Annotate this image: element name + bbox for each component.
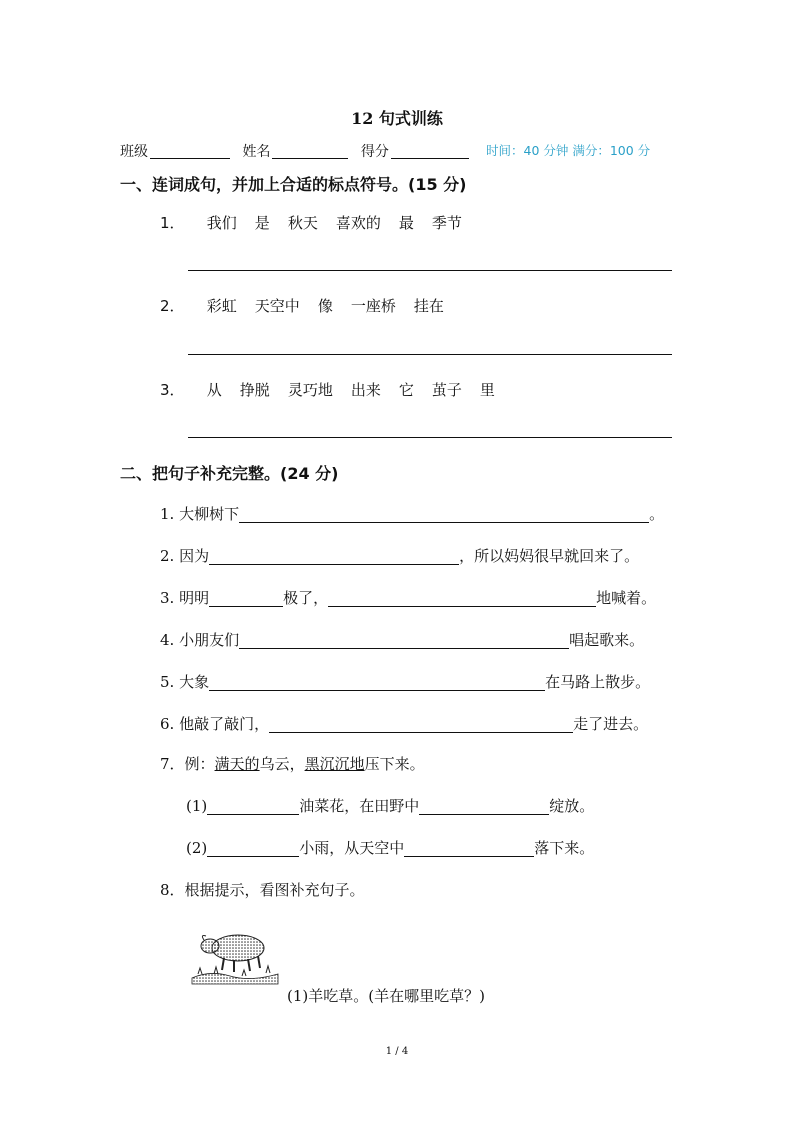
s1-answer-line-2[interactable] xyxy=(188,354,672,355)
section1-heading: 一、连词成句，并加上合适的标点符号。(15 分) xyxy=(120,175,467,194)
class-blank[interactable] xyxy=(150,144,230,159)
answer-blank[interactable] xyxy=(209,548,459,565)
s2-question-6: 6. 他敲了敲门， 走了进去。 xyxy=(160,715,649,733)
score-label: 得分 xyxy=(360,144,389,160)
example-underline-2: 黑沉沉地 xyxy=(304,755,365,773)
answer-blank[interactable] xyxy=(419,798,549,815)
answer-blank[interactable] xyxy=(328,590,596,607)
s2-question-8-sub1: (1)羊吃草。(羊在哪里吃草？) xyxy=(287,987,485,1005)
sheep-grazing-picture xyxy=(190,926,280,986)
answer-blank[interactable] xyxy=(209,590,283,607)
answer-blank[interactable] xyxy=(239,632,569,649)
s2-question-2: 2. 因为 ，所以妈妈很早就回来了。 xyxy=(160,547,640,565)
answer-blank[interactable] xyxy=(209,674,545,691)
s2-question-5: 5. 大象 在马路上散步。 xyxy=(160,673,651,691)
s1-answer-line-3[interactable] xyxy=(188,437,672,438)
name-blank[interactable] xyxy=(272,144,348,159)
answer-blank[interactable] xyxy=(269,716,573,733)
s2-question-4: 4. 小朋友们 唱起歌来。 xyxy=(160,631,645,649)
s2-question-7-sub1: (1) 油菜花，在田野中 绽放。 xyxy=(186,797,595,815)
student-info-row xyxy=(120,141,477,161)
s2-question-7-example: 7．例：满天的乌云，黑沉沉地压下来。 xyxy=(160,755,425,773)
example-underline-1: 满天的 xyxy=(214,755,260,773)
time-score-info: 时间：40 分钟 满分：100 分 xyxy=(486,143,651,158)
s1-answer-line-1[interactable] xyxy=(188,270,672,271)
page-number: 1 / 4 xyxy=(385,1046,409,1057)
s1-question-3: 3． 从 挣脱 灵巧地 出来 它 茧子 里 xyxy=(160,381,495,399)
page-title: 12 句式训练 xyxy=(351,109,443,128)
name-label: 姓名 xyxy=(242,144,271,160)
class-label: 班级 xyxy=(120,144,148,160)
section2-heading: 二、把句子补充完整。(24 分) xyxy=(120,464,339,483)
s2-question-8: 8．根据提示，看图补充句子。 xyxy=(160,881,365,899)
s1-question-2: 2． 彩虹 天空中 像 一座桥 挂在 xyxy=(160,297,444,315)
score-blank[interactable] xyxy=(391,144,469,159)
answer-blank[interactable] xyxy=(207,840,299,857)
answer-blank[interactable] xyxy=(239,506,649,523)
answer-blank[interactable] xyxy=(207,798,299,815)
answer-blank[interactable] xyxy=(404,840,534,857)
s2-question-7-sub2: (2) 小雨，从天空中 落下来。 xyxy=(186,839,595,857)
s2-question-3: 3. 明明 极了， 地喊着。 xyxy=(160,589,657,607)
s2-question-1: 1. 大柳树下 。 xyxy=(160,505,665,523)
s1-question-1: 1． 我们 是 秋天 喜欢的 最 季节 xyxy=(160,214,462,232)
